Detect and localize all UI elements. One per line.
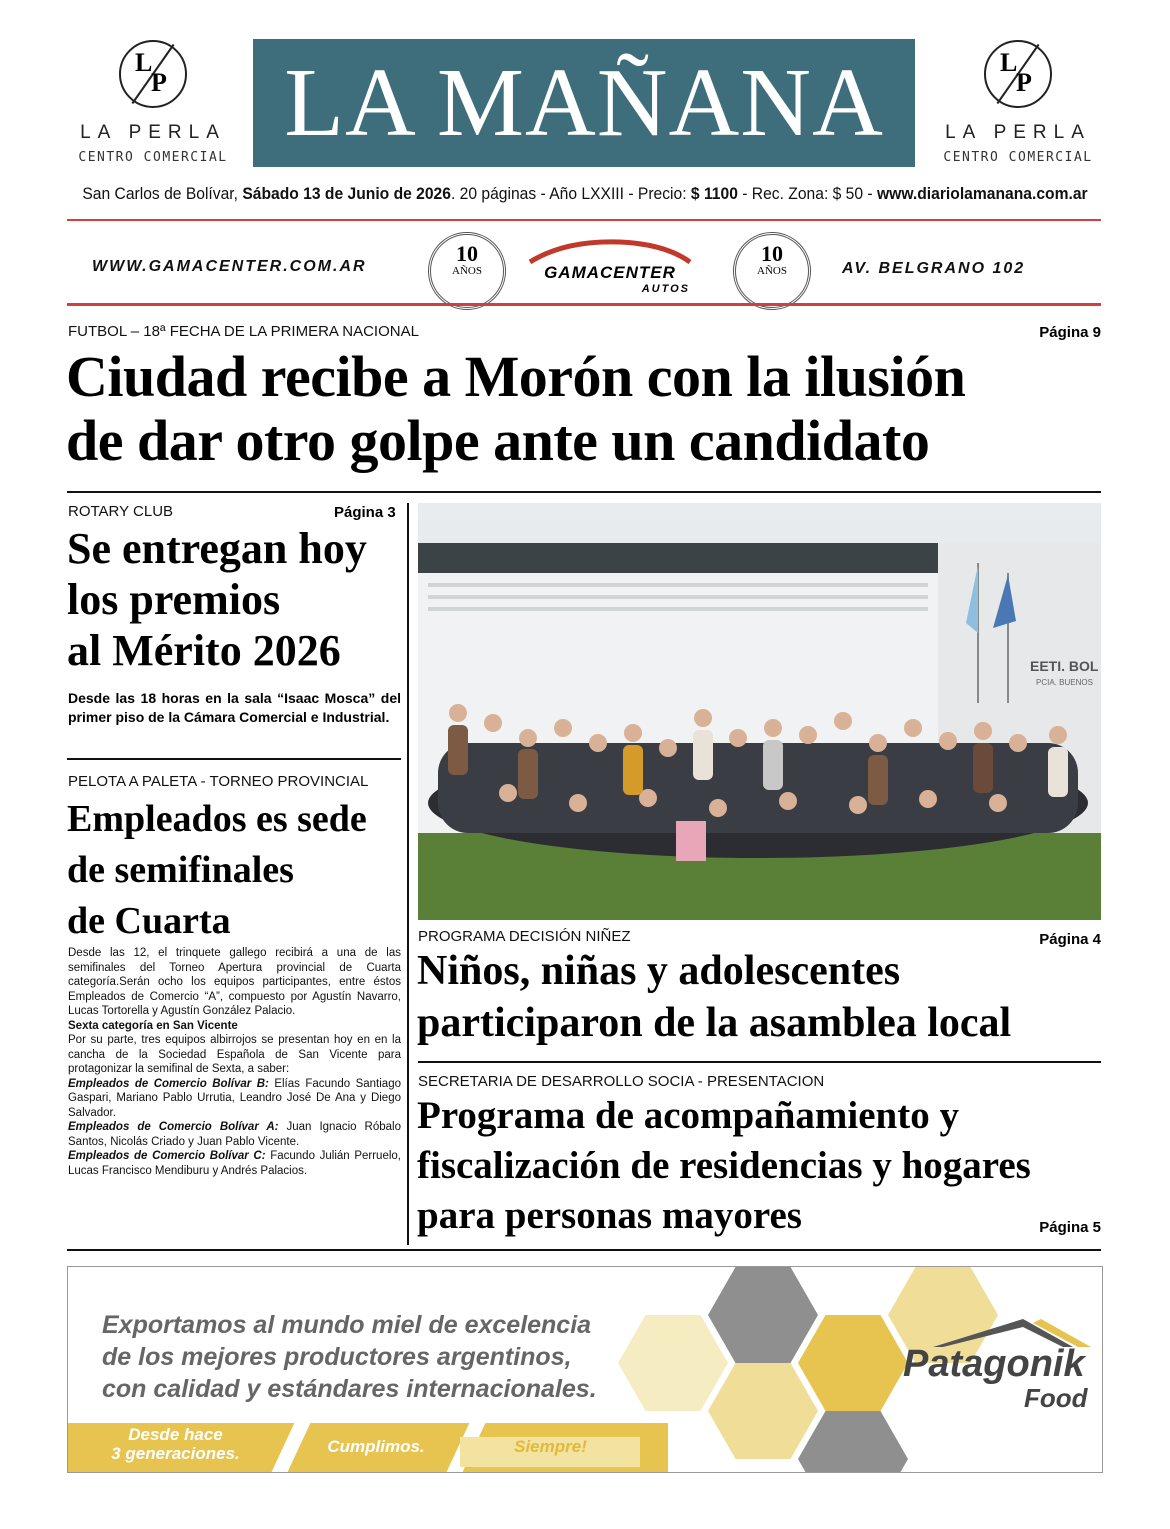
la-perla-logo-left (63, 40, 243, 180)
gamacenter-url[interactable]: WWW.GAMACENTER.COM.AR (92, 258, 367, 275)
la-perla-sub: CENTRO COMERCIAL (943, 150, 1093, 165)
ninez-headline[interactable]: Niños, niñas y adolescentes participaron de la asamblea local (417, 948, 1012, 1046)
ninez-page-ref[interactable]: Página 4 (1039, 931, 1101, 948)
honeycomb-icon (798, 1411, 908, 1473)
desarrollo-page-ref[interactable]: Página 5 (1039, 1219, 1101, 1236)
ninez-kicker: PROGRAMA DECISIÓN NIÑEZ (418, 928, 631, 945)
patagonik-ad[interactable] (67, 1266, 1103, 1473)
pelota-body: Desde las 12, el trinquete gallego recibirá a una de las semifinales del Torneo Apertura provincial de Cuarta categoría.Serán ocho los equipos participantes, entre éstos Empleados de Comercio “A”, compuesto por Agustín Navarro, Lucas Tortorella y Agustín González Palacio. Sexta categoría en San Vicente Por su parte, tres equipos albirrojos se presentan hoy en en la cancha de la Sociedad Española de San Vicente para protagonizar la semifinal de Sexta, a saber: Empleados de Comercio Bolívar B: Elías Facundo Santiago Gaspari, Mariano Pablo Urrutia, Leandro José De Ana y Diego Salvador. Empleados de Comercio Bolívar A: Juan Ignacio Róbalo Santos, Nicolás Criado y Juan Pablo Vicente. Empleados de Comercio Bolívar C: Facundo Julián Perruelo, Lucas Francisco Mendiburu y Andrés Palacios. (68, 947, 401, 1177)
website-link[interactable]: www.diariolamanana.com.ar (876, 184, 1088, 203)
car-silhouette-icon (525, 236, 695, 264)
band-rule (67, 303, 1101, 306)
gamacenter-address: AV. BELGRANO 102 (842, 260, 1026, 277)
desarrollo-kicker: SECRETARIA DE DESARROLLO SOCIA - PRESENTACION (418, 1073, 825, 1090)
edition-info: San Carlos de Bolívar, Sábado 13 de Junio de 2026. 20 páginas - Año LXXIII - Precio: $ 1100 - Rec. Zona: $ 50 - www.diariolamanana.com.ar (82, 184, 1088, 203)
ad-slogan-1: Desde hace 3 generaciones. (111, 1425, 240, 1463)
lead-page-ref[interactable]: Página 9 (1039, 324, 1101, 341)
la-perla-logo-right (928, 40, 1108, 180)
lead-kicker: FUTBOL – 18ª FECHA DE LA PRIMERA NACIONAL (68, 323, 419, 340)
section-rule (67, 758, 401, 760)
la-perla-name: LA PERLA (80, 122, 226, 143)
pelota-subhead: Sexta categoría en San Vicente (68, 1019, 238, 1032)
patagonik-brand: Patagonik (903, 1343, 1085, 1385)
anniversary-badge-right: 10 AÑOS (733, 232, 811, 310)
section-rule (418, 1061, 1101, 1063)
la-perla-emblem-icon: L P (119, 40, 187, 108)
patagonik-food: Food (1024, 1383, 1088, 1413)
group-photo[interactable] (418, 503, 1101, 920)
desarrollo-headline[interactable]: Programa de acompañamiento y fiscalización de residencias y hogares para personas mayores (417, 1094, 1031, 1237)
masthead-title: LA MAÑANA (253, 39, 915, 167)
honeycomb-icon (708, 1363, 818, 1459)
group-photo-illustration (418, 503, 1101, 920)
la-perla-emblem-icon: L P (984, 40, 1052, 108)
section-rule (67, 1249, 1101, 1251)
ad-slogan-2: Cumplimos. (327, 1437, 425, 1456)
rotary-page-ref[interactable]: Página 3 (334, 504, 396, 521)
rotary-lead: Desde las 18 horas en la sala “Isaac Mosca” del primer piso de la Cámara Comercial e Industrial. (68, 690, 401, 725)
section-rule (67, 491, 1101, 493)
rotary-headline[interactable]: Se entregan hoy los premios al Mérito 2026 (67, 524, 367, 675)
pelota-kicker: PELOTA A PALETA - TORNEO PROVINCIAL (68, 773, 369, 790)
honeycomb-icon (798, 1315, 908, 1411)
ad-slogan-3: Siempre! (514, 1437, 587, 1456)
svg-text:EETI. BOL: EETI. BOL (1030, 658, 1099, 674)
column-divider (407, 503, 409, 1245)
svg-text:PCIA. BUENOS: PCIA. BUENOS (1036, 678, 1093, 687)
pelota-headline[interactable]: Empleados es sede de semifinales de Cuarta (67, 798, 367, 942)
gamacenter-logo: GAMACENTER AUTOS (520, 236, 700, 295)
lead-headline[interactable]: Ciudad recibe a Morón con la ilusión de dar otro golpe ante un candidato (66, 344, 966, 473)
header-rule (67, 219, 1101, 221)
honeycomb-icon (708, 1267, 818, 1363)
la-perla-sub: CENTRO COMERCIAL (78, 150, 228, 165)
la-perla-name: LA PERLA (945, 122, 1091, 143)
rotary-kicker: ROTARY CLUB (68, 503, 174, 520)
anniversary-badge-left: 10 AÑOS (428, 232, 506, 310)
ad-copy: Exportamos al mundo miel de excelencia de los mejores productores argentinos, con calidad y estándares internacionales. (102, 1311, 597, 1403)
